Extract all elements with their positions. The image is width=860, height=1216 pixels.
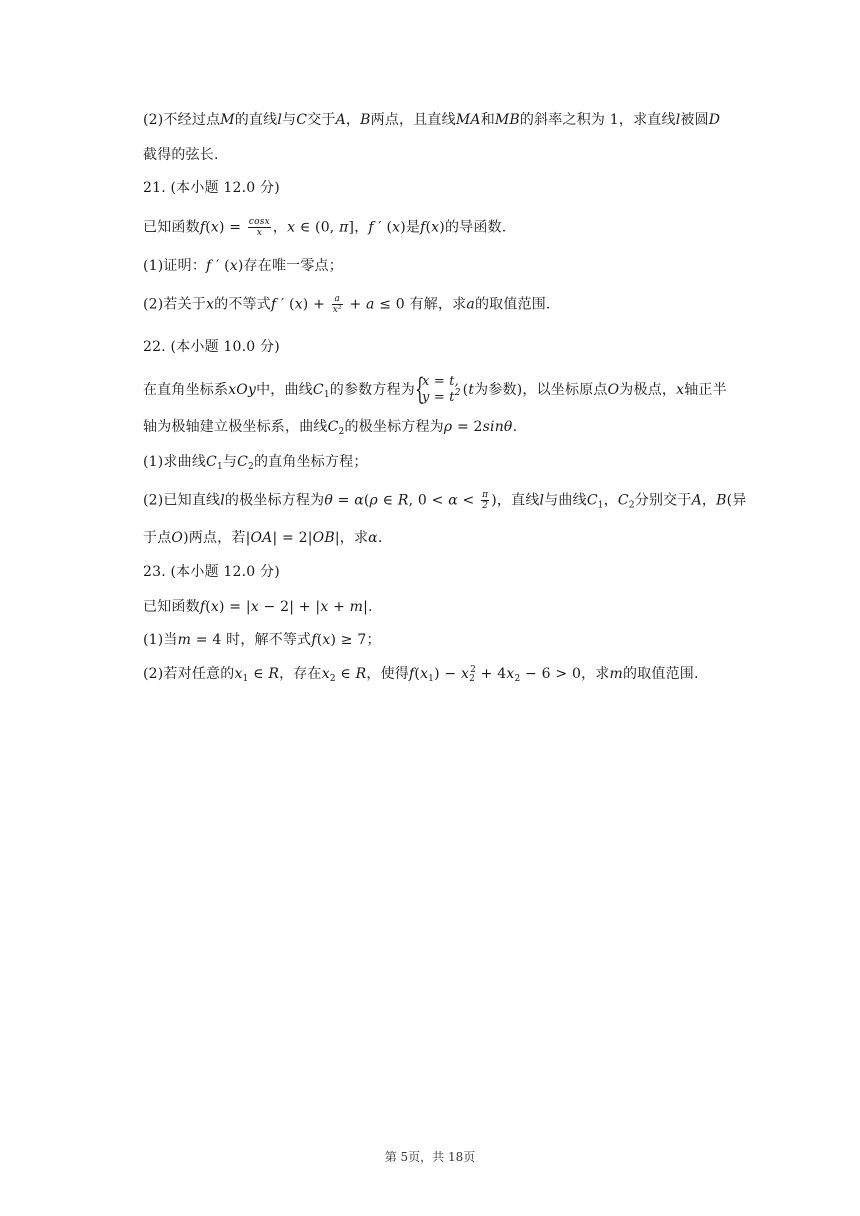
q22-stem-line2: 轴为极轴建立极坐标系，曲线$C_2$的极坐标方程为ρ = 2sinθ. — [143, 419, 518, 437]
q23-stem: 已知函数f(x) = |x − 2| + |x + m|. — [143, 599, 373, 615]
q21-stem: 已知函数f(x) = $\frac{\cos x}{x}$ ，x ∈ (0, π]，f ′ (x)是f(x)的导函数. — [143, 217, 507, 238]
prev-problem-part2-line1: (2)不经过点M的直线l与C交于A，B两点，且直线MA和MB的斜率之积为 1，求直线l被圆D — [143, 112, 721, 128]
q22-part2-line1: (2)已知直线l的极坐标方程为θ = α(ρ ∈ R, 0 < α < $\frac{\pi}{2}$ )，直线l与曲线$C_1$，$C_2$分别交于A，B(异 — [143, 490, 747, 511]
q21-header: 21. (本小题 12.0 分) — [143, 180, 280, 196]
q21-part1: (1)证明：f ′ (x)存在唯一零点； — [143, 258, 343, 274]
q22-part2-line2: 于点O)两点，若|OA| = 2|OB|，求α. — [143, 530, 383, 546]
prev-problem-part2-line2: 截得的弦长. — [143, 147, 219, 163]
q23-part1: (1)当m = 4 时，解不等式f(x) ≥ 7； — [143, 632, 381, 648]
q21-part2: (2)若关于x的不等式f ′ (x) + $\frac{a}{\text{x²}}$ + a ≤ 0 有解，求a的取值范围. — [143, 294, 551, 315]
q23-part2: (2)若对任意的$x_1$ ∈ R，存在$x_2$ ∈ R，使得$f(x_1) - x_2^2 + 4x_2 - 6 > 0$，求m的取值范围. — [143, 665, 699, 684]
fraction-pi-over-2: $\frac{\pi}{2}$ — [482, 490, 489, 511]
page-footer: 第 5页，共 18页 — [384, 1150, 476, 1164]
q22-part1: (1)求曲线$C_1$与$C_2$的直角坐标方程； — [143, 454, 368, 472]
q22-header: 22. (本小题 10.0 分) — [143, 339, 280, 355]
q23-header: 23. (本小题 12.0 分) — [143, 564, 280, 580]
q22-stem-line1: 在直角坐标系xOy中，曲线$C_1$的参数方程为 { x = t, $y = t^2$ (t为参数)，以坐标原点O为极点，x轴正半 — [143, 372, 727, 407]
parametric-system: { x = t, $y = t^2$ — [414, 372, 461, 407]
fraction-cosx-over-x: $\frac{\cos x}{x}$ — [248, 217, 270, 238]
fraction-a-over-x-squared: $\frac{a}{\text{x²}}$ — [332, 294, 342, 315]
